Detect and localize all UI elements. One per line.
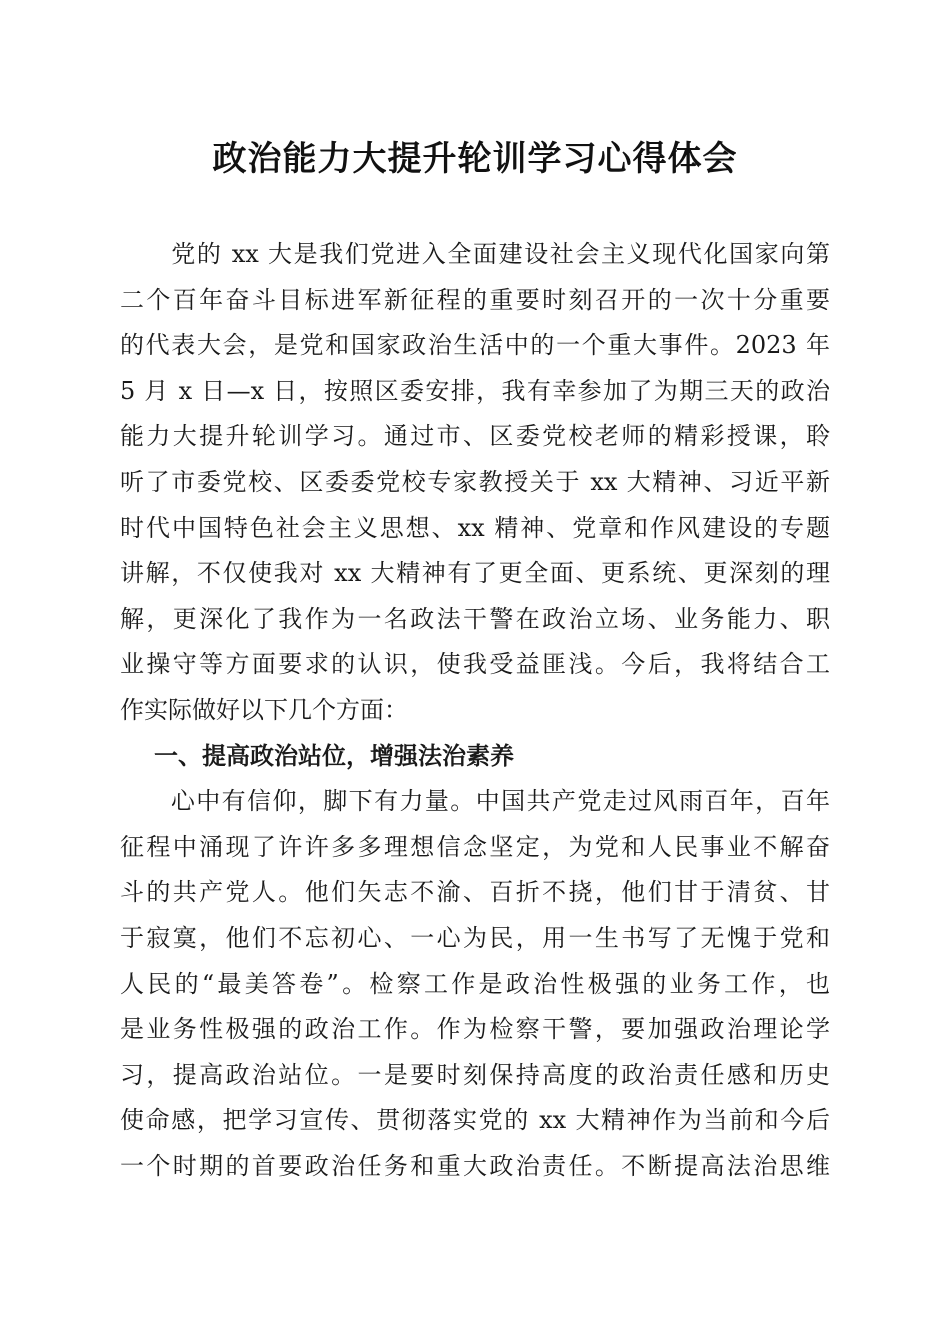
paragraph-1 [120,232,830,734]
text-line: 习，提高政治站位。一是要时刻保持高度的政治责任感和历史 [120,1060,830,1089]
text-line: 讲解，不仅使我对 xx 大精神有了更全面、更系统、更深刻的理 [120,559,830,588]
document-title: 政治能力大提升轮训学习心得体会 [212,139,738,179]
text-line: 人民的“最美答卷”。检察工作是政治性极强的业务工作，也 [120,969,830,998]
text-line: 听了市委党校、区委委党校专家教授关于 xx 大精神、习近平新 [120,467,830,496]
text-line: 能力大提升轮训学习。通过市、区委党校老师的精彩授课，聆 [120,422,830,451]
text-line: 二个百年奋斗目标进军新征程的重要时刻召开的一次十分重要 [120,285,830,314]
text-line: 心中有信仰，脚下有力量。中国共产党走过风雨百年，百年 [120,787,830,816]
text-line: 斗的共产党人。他们矢志不渝、百折不挠，他们甘于清贫、甘 [120,878,830,907]
section-heading: 一、提高政治站位，增强法治素养 [154,741,514,770]
paragraph-2 [120,779,830,1189]
text-line: 解，更深化了我作为一名政法干警在政治立场、业务能力、职 [120,604,830,633]
text-line: 征程中涌现了许许多多理想信念坚定，为党和人民事业不解奋 [120,832,830,861]
text-line: 的代表大会，是党和国家政治生活中的一个重大事件。2023 年 [120,331,830,360]
text-line: 党的 xx 大是我们党进入全面建设社会主义现代化国家向第 [120,240,830,268]
text-line: 使命感，把学习宣传、贯彻落实党的 xx 大精神作为当前和今后 [120,1106,830,1135]
text-line: 是业务性极强的政治工作。作为检察干警，要加强政治理论学 [120,1015,830,1044]
text-line: 于寂寞，他们不忘初心、一心为民，用一生书写了无愧于党和 [120,923,830,952]
text-line: 5 月 x 日—x 日，按照区委安排，我有幸参加了为期三天的政治 [120,376,830,405]
text-line: 时代中国特色社会主义思想、xx 精神、党章和作风建设的专题 [120,513,830,542]
text-line: 作实际做好以下几个方面： [120,695,408,724]
text-line: 一个时期的首要政治任务和重大政治责任。不断提高法治思维 [120,1151,830,1180]
text-line: 业操守等方面要求的认识，使我受益匪浅。今后，我将结合工 [120,650,830,679]
document-body [120,232,830,1189]
